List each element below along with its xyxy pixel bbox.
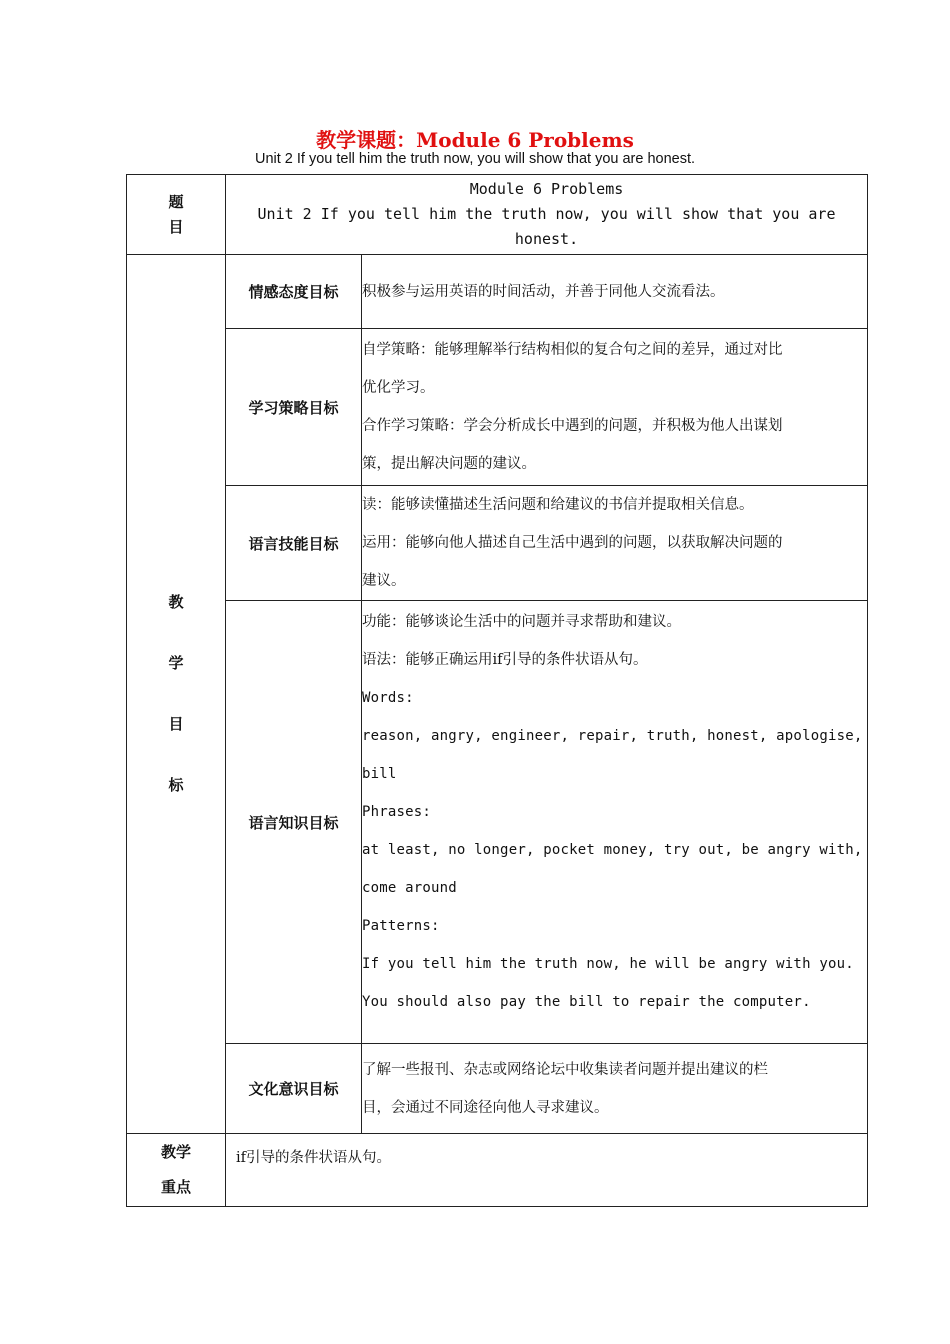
objective-content-skills xyxy=(362,486,868,601)
objective-row xyxy=(127,255,868,329)
content-line: 语法：能够正确运用if引导的条件状语从句。 xyxy=(362,652,648,668)
objectives-label-char: 目 xyxy=(168,715,184,733)
objective-label-culture: 文化意识目标 xyxy=(226,1044,362,1134)
objective-label-strategy: 学习策略目标 xyxy=(226,329,362,486)
content-line: 功能：能够谈论生活中的问题并寻求帮助和建议。 xyxy=(362,614,681,630)
content-line: If you tell him the truth now, he will be angry with you. xyxy=(362,956,854,972)
content-line: 合作学习策略：学会分析成长中遇到的问题，并积极为他人出谋划 xyxy=(362,418,783,434)
key-points-value: if引导的条件状语从句。 xyxy=(226,1134,868,1207)
topic-label xyxy=(127,175,226,255)
objective-row xyxy=(127,329,868,486)
objective-content-affective xyxy=(362,255,868,329)
objective-content-knowledge xyxy=(362,601,868,1044)
content-line: You should also pay the bill to repair the computer. xyxy=(362,994,811,1010)
page-title: 教学课题：Module 6 Problems xyxy=(316,128,634,152)
content-line: 读：能够读懂描述生活问题和给建议的书信并提取相关信息。 xyxy=(362,497,754,513)
objective-label-skills: 语言技能目标 xyxy=(226,486,362,601)
topic-value xyxy=(226,175,868,255)
topic-module: Module 6 Problems xyxy=(469,180,624,198)
topic-unit: Unit 2 If you tell him the truth now, you will show that you are honest. xyxy=(257,205,836,248)
content-line: 积极参与运用英语的时间活动，并善于同他人交流看法。 xyxy=(362,283,725,300)
objective-row xyxy=(127,1044,868,1134)
content-line: Patterns: xyxy=(362,918,440,934)
content-line: come around xyxy=(362,880,457,896)
objectives-label-char: 标 xyxy=(168,776,184,794)
objective-row xyxy=(127,601,868,1044)
content-line: 目，会通过不同途径向他人寻求建议。 xyxy=(362,1099,609,1116)
key-points-label-line1: 教学 xyxy=(160,1143,191,1161)
lesson-plan-table xyxy=(126,174,868,1207)
objectives-label xyxy=(127,255,226,1134)
content-line: 了解一些报刊、杂志或网络论坛中收集读者问题并提出建议的栏 xyxy=(362,1061,768,1078)
content-line: at least, no longer, pocket money, try out, be angry with, xyxy=(362,842,863,858)
objective-label-affective: 情感态度目标 xyxy=(226,255,362,329)
content-line: 自学策略：能够理解举行结构相似的复合句之间的差异，通过对比 xyxy=(362,342,783,358)
content-line: bill xyxy=(362,766,397,782)
objective-label-knowledge: 语言知识目标 xyxy=(226,601,362,1044)
content-line: 策，提出解决问题的建议。 xyxy=(362,456,536,472)
objectives-label-char: 学 xyxy=(168,654,184,672)
key-points-label-line2: 重点 xyxy=(160,1178,191,1196)
topic-row xyxy=(127,175,868,255)
content-line: Phrases: xyxy=(362,804,432,820)
topic-label-line1: 题 xyxy=(168,192,184,211)
objective-row xyxy=(127,486,868,601)
objective-content-culture xyxy=(362,1044,868,1134)
content-line: Words: xyxy=(362,690,414,706)
content-line: 建议。 xyxy=(362,573,406,589)
content-line: 优化学习。 xyxy=(362,380,435,396)
page-subtitle: Unit 2 If you tell him the truth now, you will show that you are honest. xyxy=(254,151,696,167)
topic-label-line2: 目 xyxy=(168,217,184,236)
content-line: reason, angry, engineer, repair, truth, honest, apologise, xyxy=(362,728,863,744)
objective-content-strategy xyxy=(362,329,868,486)
content-line: 运用：能够向他人描述自己生活中遇到的问题，以获取解决问题的 xyxy=(362,535,783,551)
objectives-label-char: 教 xyxy=(168,593,184,611)
key-points-label xyxy=(127,1134,226,1207)
key-points-row xyxy=(127,1134,868,1207)
